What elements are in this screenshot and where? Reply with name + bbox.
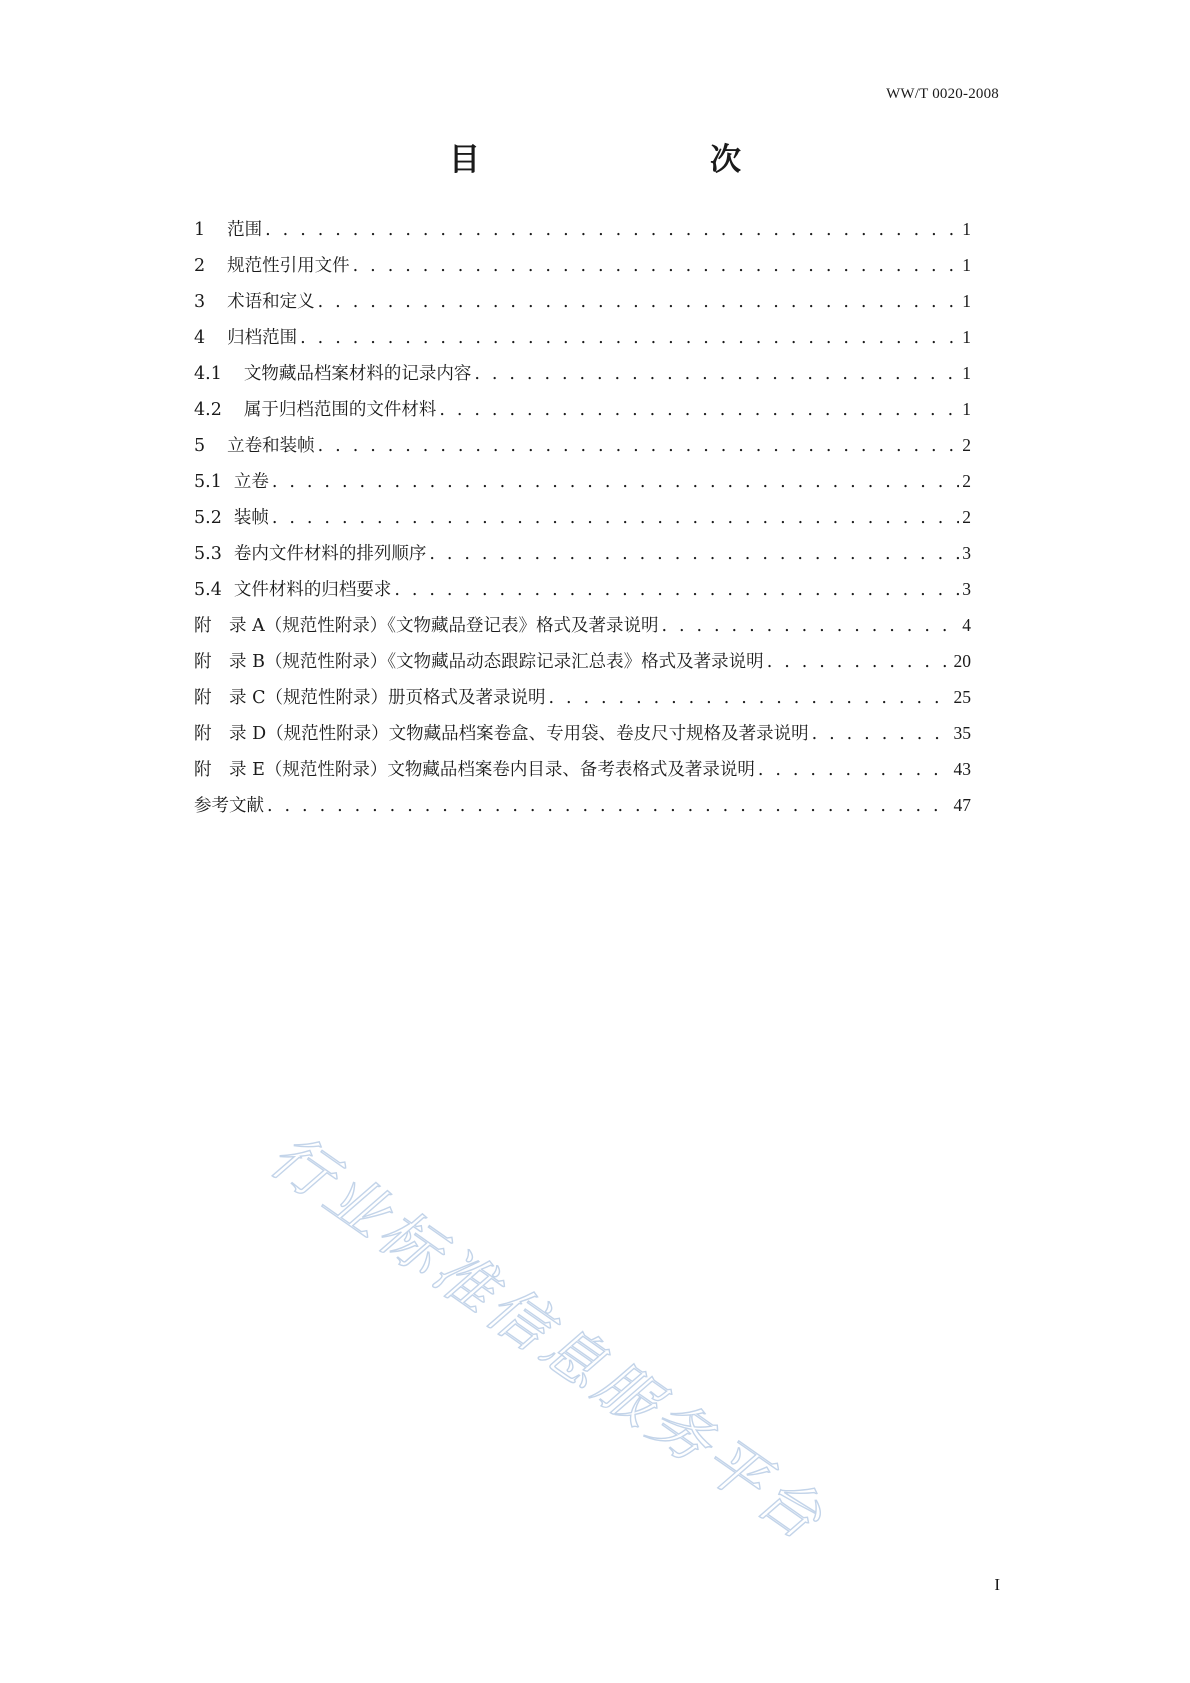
toc-leader-dots xyxy=(758,758,951,782)
toc-entry[interactable] xyxy=(194,289,971,325)
toc-entry-page: 20 xyxy=(953,651,971,671)
toc-entry-number: 3 xyxy=(194,292,206,312)
toc-entry-label: 文件材料的归档要求 xyxy=(233,580,392,600)
toc-entry[interactable] xyxy=(194,433,971,469)
toc-entry[interactable] xyxy=(194,505,971,541)
toc-entry[interactable] xyxy=(194,361,971,397)
toc-entry[interactable] xyxy=(194,397,971,433)
toc-entry-number: 5.3 xyxy=(194,544,222,564)
page-number: I xyxy=(994,1575,1000,1594)
toc-entry-number: 4 xyxy=(194,328,206,348)
toc-leader-dots xyxy=(265,218,959,242)
toc-entry-page: 2 xyxy=(962,435,971,455)
toc-entry-label: （规范性附录）《文物藏品登记表》格式及著录说明 xyxy=(264,616,659,636)
toc-entry-page: 1 xyxy=(962,291,971,311)
toc-entry-label: 文物藏品档案材料的记录内容 xyxy=(243,364,472,384)
toc-entry-label: （规范性附录）册页格式及著录说明 xyxy=(265,688,546,708)
toc-leader-dots xyxy=(318,434,960,458)
toc-entry-page: 1 xyxy=(962,363,971,383)
toc-entry-number: 附 录 B xyxy=(194,652,265,672)
toc-entry-page: 25 xyxy=(953,687,971,707)
toc-entry[interactable] xyxy=(194,757,971,793)
toc-entry-label: 立卷 xyxy=(233,472,269,492)
toc-entry-page: 3 xyxy=(962,579,971,599)
toc-entry-label: 立卷和装帧 xyxy=(227,436,315,456)
toc-entry-label: 归档范围 xyxy=(227,328,298,348)
toc-entry-label: （规范性附录）《文物藏品动态跟踪记录汇总表》格式及著录说明 xyxy=(264,652,764,672)
toc-leader-dots xyxy=(812,722,951,746)
toc-entry[interactable] xyxy=(194,253,971,289)
toc-leader-dots xyxy=(300,326,959,350)
toc-entry-number: 1 xyxy=(194,220,206,240)
toc-entry-number: 5.1 xyxy=(194,472,222,492)
toc-entry-page: 1 xyxy=(962,219,971,239)
toc-entry-page: 35 xyxy=(953,723,971,743)
toc-entry-label: 术语和定义 xyxy=(227,292,315,312)
toc-entry[interactable] xyxy=(194,721,971,757)
toc-entry-page: 1 xyxy=(962,327,971,347)
toc-leader-dots xyxy=(272,470,959,494)
toc-leader-dots xyxy=(439,398,959,422)
toc-entry-number: 附 录 E xyxy=(194,760,265,780)
toc-entry-page: 43 xyxy=(953,759,971,779)
toc-leader-dots xyxy=(474,362,959,386)
toc-entry[interactable] xyxy=(194,577,971,613)
toc-entry-label: 卷内文件材料的排列顺序 xyxy=(233,544,427,564)
toc-entry[interactable] xyxy=(194,541,971,577)
toc-entry-label: （规范性附录）文物藏品档案卷盒、专用袋、卷皮尺寸规格及著录说明 xyxy=(266,724,809,744)
toc-leader-dots xyxy=(429,542,959,566)
toc-entry[interactable] xyxy=(194,649,971,685)
toc-entry-page: 2 xyxy=(962,507,971,527)
toc-entry-page: 1 xyxy=(962,255,971,275)
toc-entry[interactable] xyxy=(194,685,971,721)
toc-entry-label: 规范性引用文件 xyxy=(227,256,350,276)
toc-leader-dots xyxy=(394,578,959,602)
toc-entry-label: 范围 xyxy=(227,220,263,240)
toc-leader-dots xyxy=(318,290,960,314)
toc-entry-number: 5 xyxy=(194,436,206,456)
toc-entry-page: 47 xyxy=(953,795,971,815)
toc-leader-dots xyxy=(267,794,951,818)
toc-entry-number: 5.4 xyxy=(194,580,222,600)
toc-entry[interactable] xyxy=(194,469,971,505)
toc-entry[interactable] xyxy=(194,217,971,253)
toc-entry-number: 5.2 xyxy=(194,508,222,528)
toc-entry-label: （规范性附录）文物藏品档案卷内目录、备考表格式及著录说明 xyxy=(264,760,755,780)
toc-entry-number: 2 xyxy=(194,256,206,276)
page-title: 目 次 xyxy=(449,142,797,178)
toc-entry[interactable] xyxy=(194,793,971,829)
toc-entry-number: 4.1 xyxy=(194,364,222,384)
toc-leader-dots xyxy=(272,506,959,530)
toc-leader-dots xyxy=(661,614,959,638)
toc-leader-dots xyxy=(767,650,951,674)
toc-entry-label: 参考文献 xyxy=(194,796,264,816)
toc-leader-dots xyxy=(353,254,960,278)
toc-entry-number: 4.2 xyxy=(194,400,222,420)
toc-entry-page: 1 xyxy=(962,399,971,419)
toc-entry-page: 3 xyxy=(962,543,971,563)
toc-entry-page: 2 xyxy=(962,471,971,491)
toc-leader-dots xyxy=(548,686,950,710)
toc-entry-number: 附 录 D xyxy=(194,724,267,744)
toc-entry[interactable] xyxy=(194,325,971,361)
toc-entry-label: 属于归档范围的文件材料 xyxy=(243,400,437,420)
toc-entry[interactable] xyxy=(194,613,971,649)
standard-code: WW/T 0020-2008 xyxy=(886,86,999,102)
watermark: 行业标准信息服务平台 xyxy=(257,1120,839,1557)
toc-entry-number: 附 录 C xyxy=(194,688,266,708)
toc-entry-label: 装帧 xyxy=(233,508,269,528)
toc-entry-page: 4 xyxy=(962,615,971,635)
table-of-contents xyxy=(194,217,971,829)
toc-entry-number: 附 录 A xyxy=(194,616,265,636)
